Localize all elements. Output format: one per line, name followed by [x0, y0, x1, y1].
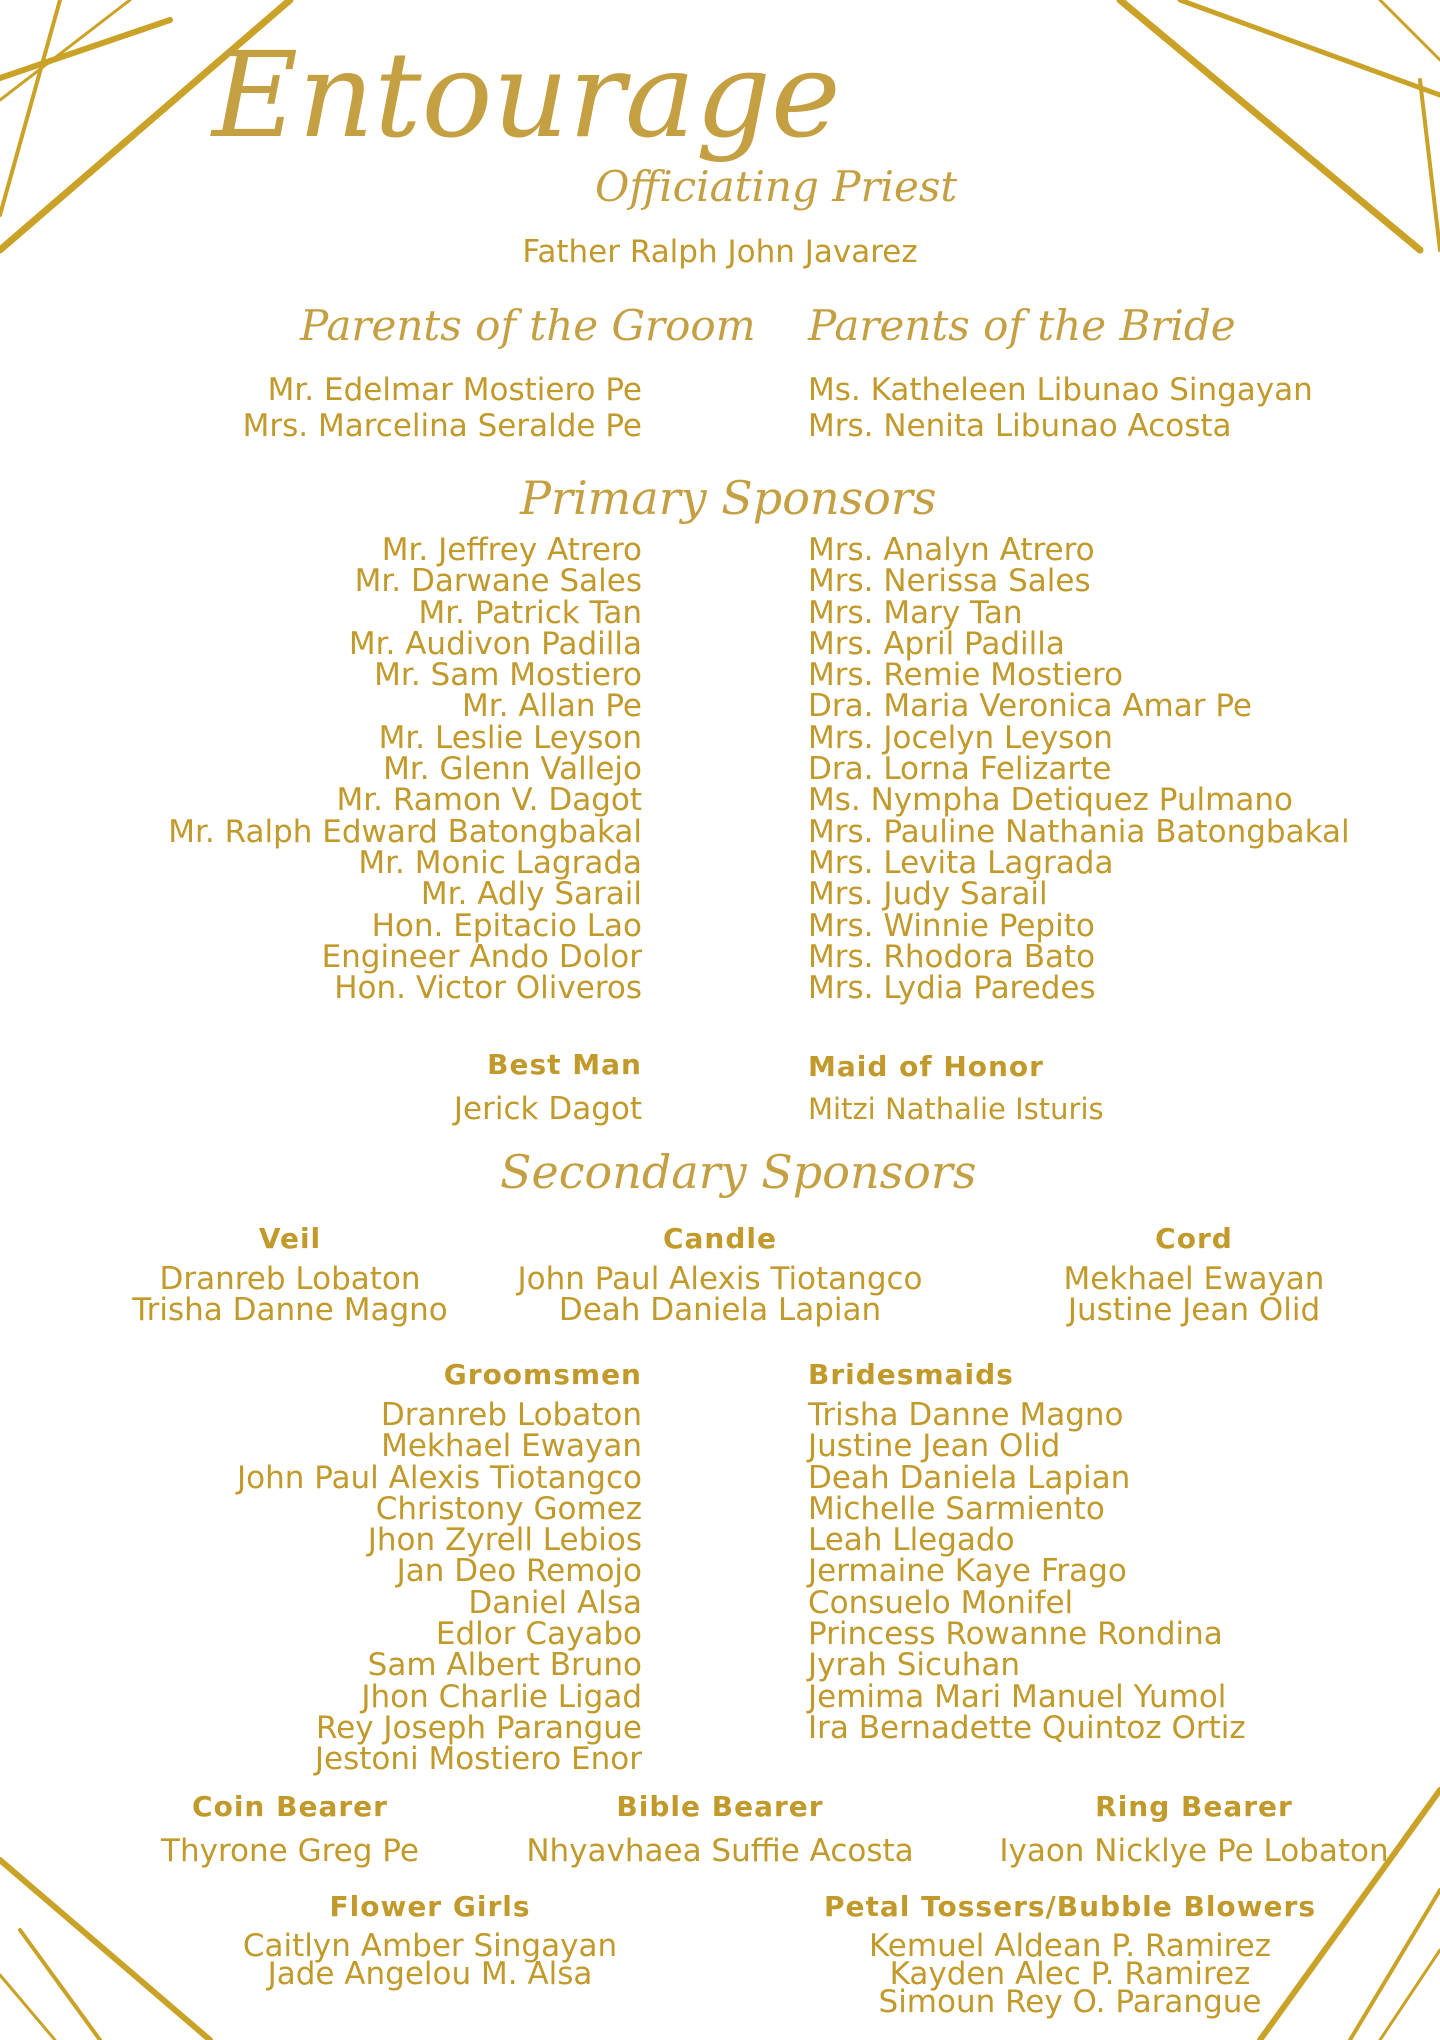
- veil-heading: Veil: [258, 1222, 322, 1255]
- flower-girls-list: [230, 1928, 630, 1992]
- list-item: Mrs. Marcelina Seralde Pe: [242, 408, 642, 444]
- candle-heading: Candle: [662, 1222, 777, 1255]
- list-item: Mekhael Ewayan: [381, 1428, 642, 1465]
- list-item: Mr. Jeffrey Atrero: [381, 532, 642, 568]
- bridesmaids-heading: Bridesmaids: [808, 1358, 1014, 1391]
- list-item: Mr. Glenn Vallejo: [383, 751, 642, 788]
- list-item: Leah Llegado: [808, 1522, 1015, 1559]
- primary-sponsors-heading: Primary Sponsors: [520, 471, 937, 525]
- groomsmen-heading: Groomsmen: [443, 1358, 642, 1391]
- list-item: Mr. Adly Sarail: [420, 876, 642, 913]
- list-item: Ira Bernadette Quintoz Ortiz: [808, 1709, 1246, 1746]
- list-item: Ms. Nympha Detiquez Pulmano: [808, 782, 1293, 819]
- list-item: Michelle Sarmiento: [808, 1490, 1105, 1527]
- list-item: Engineer Ando Dolor: [321, 938, 642, 975]
- list-item: Trisha Danne Magno: [132, 1292, 448, 1328]
- primary-sponsors-right-list: [808, 532, 1368, 1007]
- veil-list: [110, 1261, 470, 1328]
- list-item: Simoun Rey O. Parangue: [878, 1984, 1262, 2020]
- list-item: Ms. Katheleen Libunao Singayan: [808, 372, 1313, 408]
- list-item: Sam Albert Bruno: [367, 1647, 642, 1684]
- petal-tossers-list: [840, 1928, 1300, 2020]
- list-item: Consuelo Monifel: [808, 1584, 1074, 1621]
- list-item: Mr. Monic Lagrada: [358, 844, 642, 881]
- list-item: Justine Jean Olid: [1067, 1292, 1321, 1328]
- officiating-priest-name: Father Ralph John Javarez: [522, 234, 918, 270]
- list-item: Mr. Ramon V. Dagot: [336, 782, 642, 819]
- list-item: Deah Daniela Lapian: [808, 1459, 1131, 1496]
- list-item: Kayden Alec P. Ramirez: [889, 1956, 1251, 1992]
- list-item: Dranreb Lobaton: [380, 1397, 642, 1433]
- list-item: John Paul Alexis Tiotangco: [236, 1459, 642, 1496]
- list-item: Mr. Patrick Tan: [418, 594, 642, 631]
- list-item: Jan Deo Remojo: [396, 1553, 642, 1590]
- list-item: Mrs. April Padilla: [808, 625, 1065, 662]
- list-item: Mr. Allan Pe: [462, 688, 642, 725]
- list-item: Edlor Cayabo: [435, 1616, 642, 1653]
- list-item: Mrs. Lydia Paredes: [808, 970, 1096, 1007]
- list-item: Mr. Audivon Padilla: [348, 625, 642, 662]
- list-item: Mrs. Rhodora Bato: [808, 938, 1096, 975]
- candle-list: [500, 1261, 940, 1328]
- petal-tossers-heading: Petal Tossers/Bubble Blowers: [824, 1890, 1316, 1923]
- cord-list: [1014, 1261, 1374, 1328]
- bible-bearer-name: Nhyavhaea Suffie Acosta: [526, 1833, 914, 1869]
- maid-of-honor-name: Mitzi Nathalie Isturis: [808, 1092, 1104, 1126]
- groomsmen-list: [200, 1397, 642, 1778]
- coin-bearer-name: Thyrone Greg Pe: [161, 1833, 419, 1869]
- list-item: John Paul Alexis Tiotangco: [517, 1261, 923, 1297]
- page-title: Entourage: [212, 26, 841, 164]
- parents-bride-list: [808, 372, 1313, 444]
- bible-bearer-heading: Bible Bearer: [616, 1790, 824, 1823]
- list-item: Dranreb Lobaton: [159, 1261, 421, 1297]
- list-item: Mr. Leslie Leyson: [378, 719, 642, 756]
- list-item: Kemuel Aldean P. Ramirez: [869, 1928, 1271, 1964]
- list-item: Jade Angelou M. Alsa: [267, 1956, 593, 1992]
- list-item: Jhon Charlie Ligad: [361, 1678, 642, 1715]
- list-item: Mrs. Nenita Libunao Acosta: [808, 408, 1232, 444]
- list-item: Mrs. Nerissa Sales: [808, 563, 1091, 600]
- list-item: Justine Jean Olid: [808, 1428, 1061, 1465]
- list-item: Mrs. Winnie Pepito: [808, 907, 1095, 944]
- list-item: Jhon Zyrell Lebios: [367, 1522, 642, 1559]
- list-item: Mrs. Levita Lagrada: [808, 844, 1114, 881]
- list-item: Trisha Danne Magno: [808, 1397, 1124, 1433]
- ring-bearer-name: Iyaon Nicklye Pe Lobaton: [999, 1833, 1389, 1869]
- ring-bearer-heading: Ring Bearer: [1095, 1790, 1293, 1823]
- list-item: Daniel Alsa: [468, 1584, 642, 1621]
- list-item: Mrs. Mary Tan: [808, 594, 1023, 631]
- list-item: Mr. Edelmar Mostiero Pe: [267, 372, 642, 408]
- list-item: Hon. Victor Oliveros: [334, 970, 642, 1007]
- maid-of-honor-heading: Maid of Honor: [808, 1050, 1044, 1083]
- secondary-sponsors-heading: Secondary Sponsors: [500, 1145, 977, 1199]
- parents-bride-heading: Parents of the Bride: [808, 301, 1236, 350]
- list-item: Mrs. Pauline Nathania Batongbakal: [808, 813, 1350, 850]
- list-item: Mr. Sam Mostiero: [374, 657, 642, 694]
- list-item: Hon. Epitacio Lao: [371, 907, 642, 944]
- list-item: Caitlyn Amber Singayan: [242, 1928, 618, 1964]
- best-man-heading: Best Man: [487, 1048, 642, 1081]
- flower-girls-heading: Flower Girls: [329, 1890, 531, 1923]
- best-man-name: Jerick Dagot: [453, 1091, 642, 1127]
- list-item: Mrs. Analyn Atrero: [808, 532, 1095, 568]
- list-item: Jemima Mari Manuel Yumol: [808, 1678, 1227, 1715]
- list-item: Rey Joseph Parangue: [315, 1709, 642, 1746]
- list-item: Christony Gomez: [375, 1490, 642, 1527]
- list-item: Deah Daniela Lapian: [558, 1292, 882, 1328]
- primary-sponsors-left-list: [120, 532, 642, 1007]
- cord-heading: Cord: [1155, 1222, 1233, 1255]
- list-item: Mrs. Remie Mostiero: [808, 657, 1124, 694]
- parents-groom-list: [200, 372, 642, 444]
- list-item: Mrs. Jocelyn Leyson: [808, 719, 1113, 756]
- list-item: Jyrah Sicuhan: [808, 1647, 1021, 1684]
- list-item: Dra. Maria Veronica Amar Pe: [808, 688, 1252, 725]
- list-item: Mrs. Judy Sarail: [808, 876, 1048, 913]
- officiating-priest-heading: Officiating Priest: [595, 162, 958, 211]
- bridesmaids-list: [808, 1397, 1328, 1746]
- list-item: Jermaine Kaye Frago: [808, 1553, 1127, 1590]
- coin-bearer-heading: Coin Bearer: [192, 1790, 388, 1823]
- list-item: Princess Rowanne Rondina: [808, 1616, 1223, 1653]
- list-item: Dra. Lorna Felizarte: [808, 751, 1112, 788]
- list-item: Jestoni Mostiero Enor: [314, 1741, 642, 1778]
- parents-groom-heading: Parents of the Groom: [300, 301, 756, 350]
- list-item: Mekhael Ewayan: [1063, 1261, 1325, 1297]
- list-item: Mr. Ralph Edward Batongbakal: [168, 813, 642, 850]
- list-item: Mr. Darwane Sales: [354, 563, 642, 600]
